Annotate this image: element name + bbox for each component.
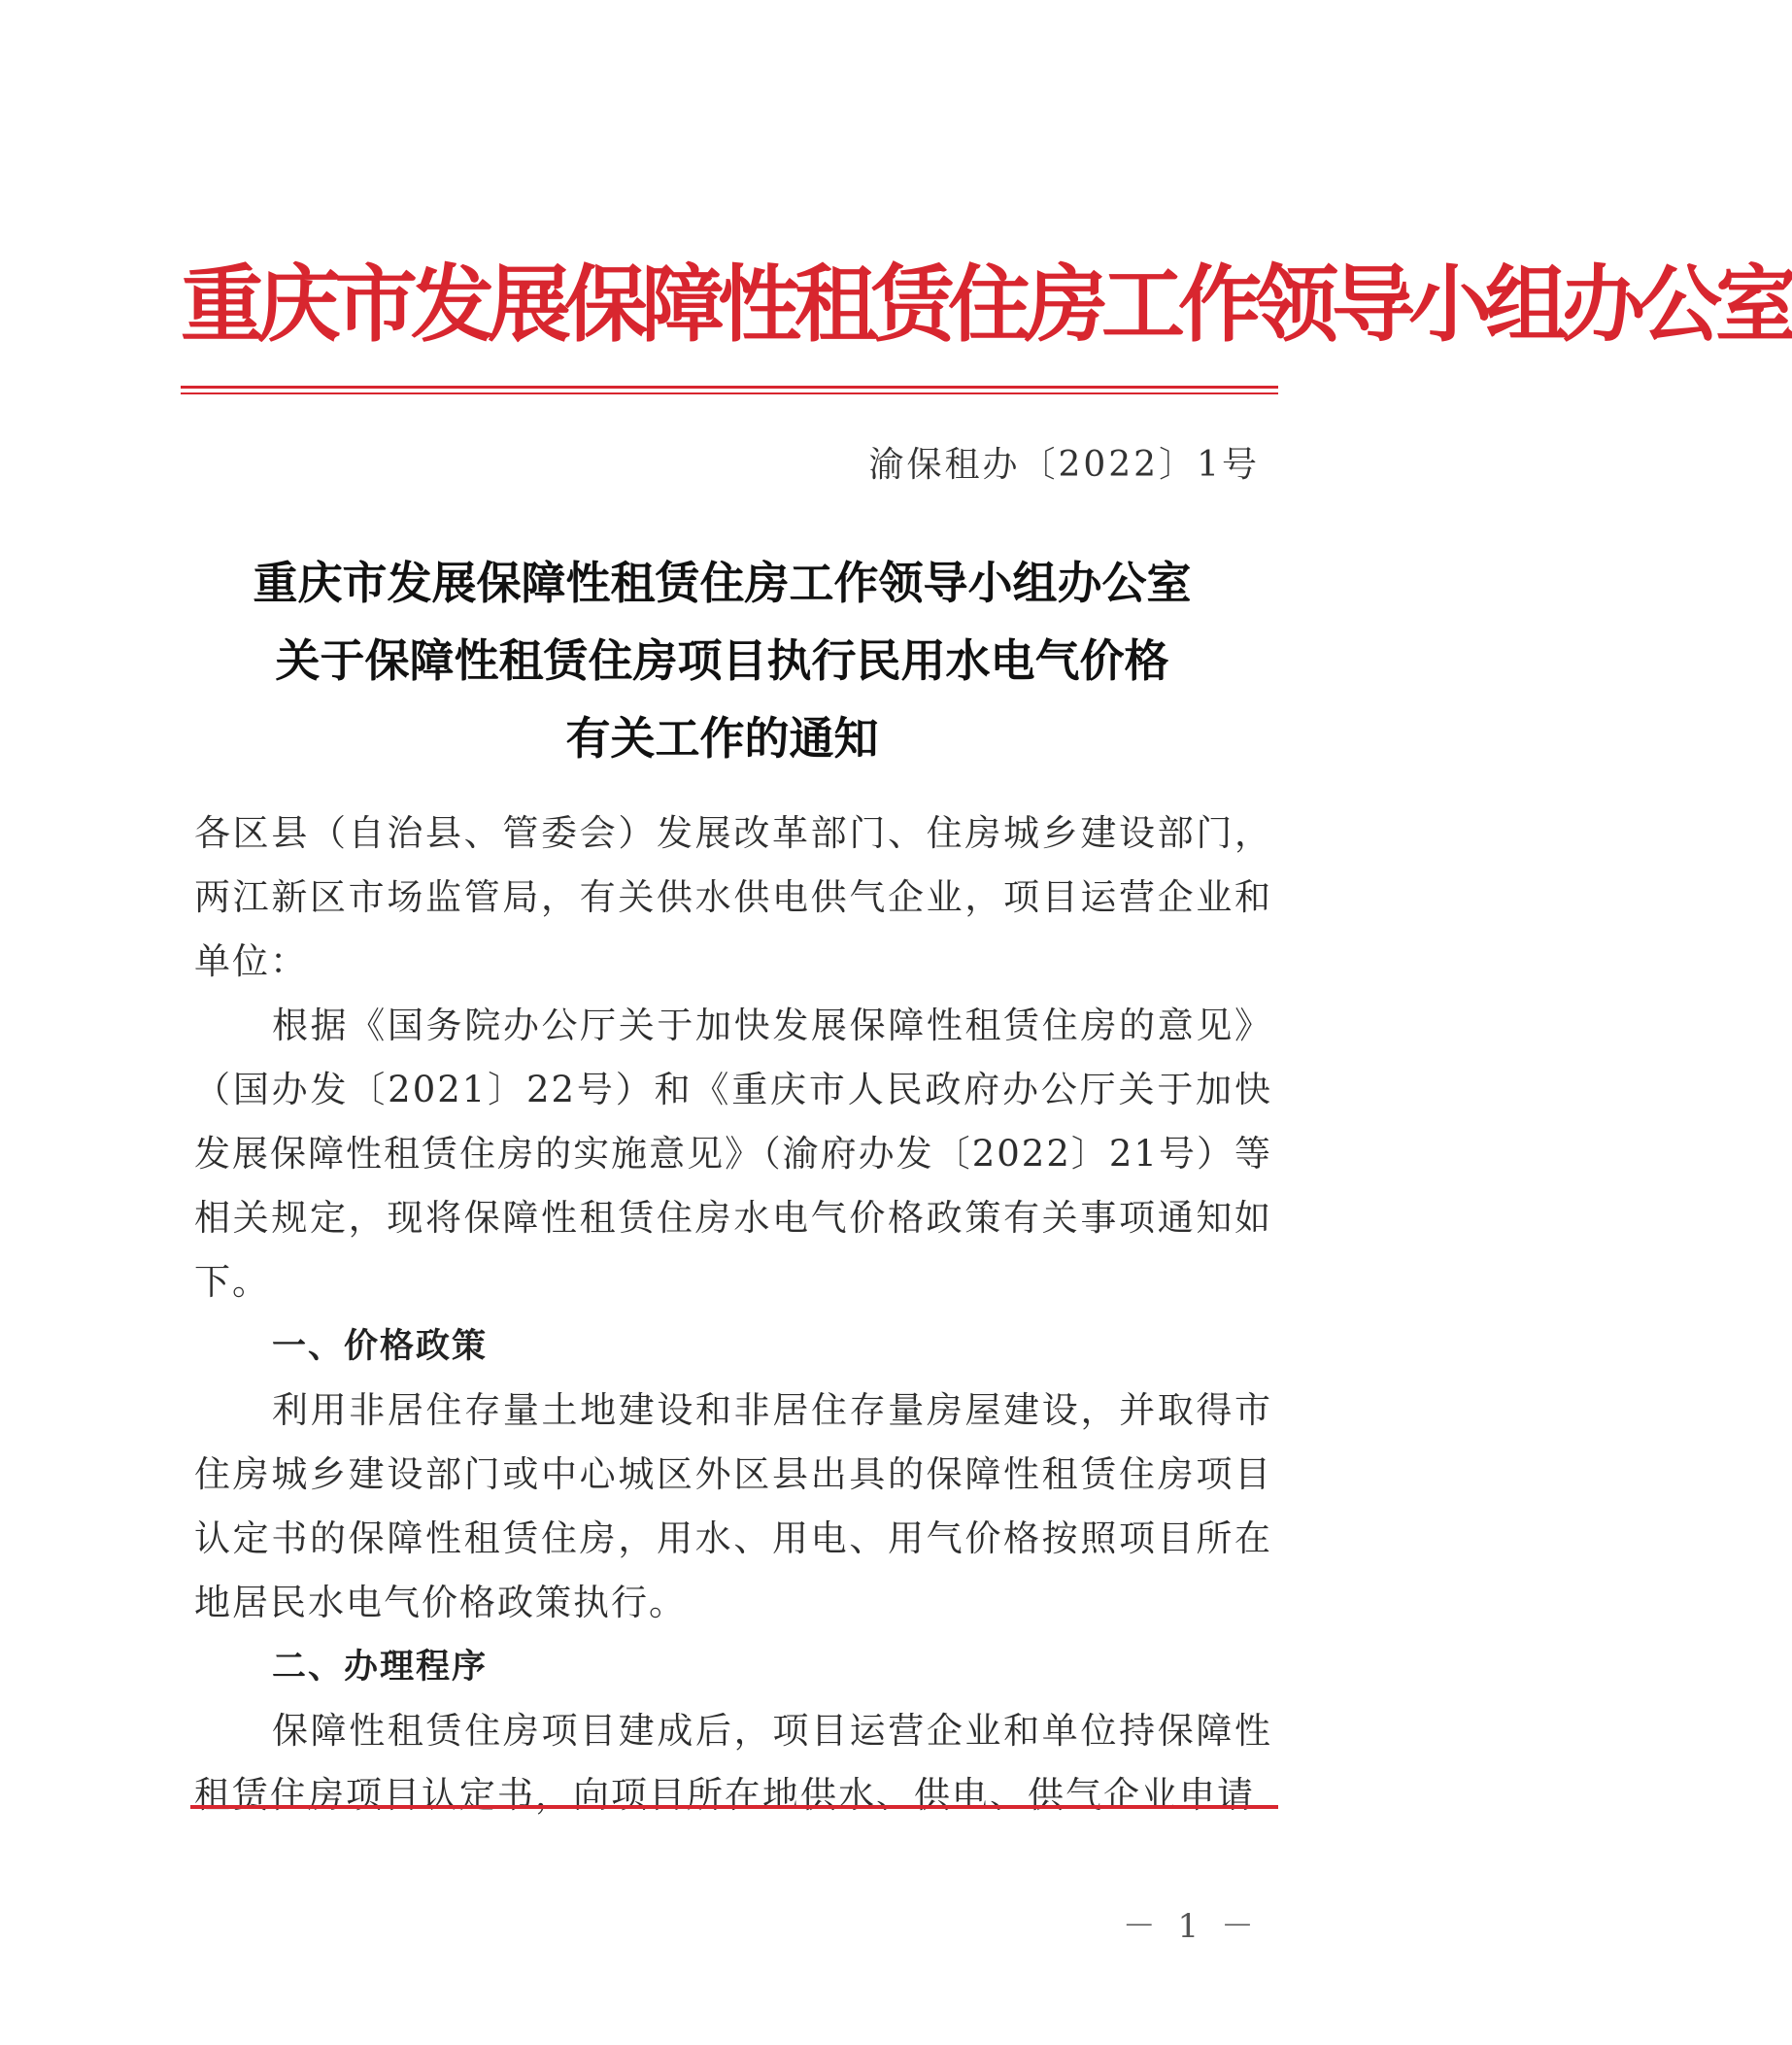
title-line-3: 有关工作的通知 [565,712,879,765]
section-2-heading: 二、办理程序 [272,1648,489,1687]
title-line-1: 重庆市发展保障性租赁住房工作领导小组办公室 [253,557,1192,609]
title-line-2: 关于保障性租赁住房项目执行民用水电气价格 [275,634,1169,687]
document-body [194,801,1272,1827]
section-1-heading: 一、价格政策 [272,1327,489,1366]
page-number: － 1 － [1122,1907,1260,1946]
section-1-paragraph: 利用非居住存量土地建设和非居住存量房屋建设，并取得市住房城乡建设部门或中心城区外区县出具的保障性租赁住房项目认定书的保障性租赁住房，用水、用电、用气价格按照项目所在地居民水电气价格政策执行。 [194,1389,1272,1623]
footer-red-rule [190,1805,1278,1809]
issuer-masthead: 重庆市发展保障性租赁住房工作领导小组办公室 [181,256,1792,354]
masthead-red-rule-thin [181,392,1278,394]
masthead-red-rule [181,386,1278,389]
intro-paragraph: 根据《国务院办公厅关于加快发展保障性租赁住房的意见》（国办发〔2021〕22号）和《重庆市人民政府办公厅关于加快发展保障性租赁住房的实施意见》（渝府办发〔2022〕21号）等相关规定，现将保障性租赁住房水电气价格政策有关事项通知如下。 [194,1005,1272,1303]
addressee-paragraph: 各区县（自治县、管委会）发展改革部门、住房城乡建设部门，两江新区市场监管局，有关供水供电供气企业，项目运营企业和单位： [194,812,1272,982]
document-number: 渝保租办〔2022〕1号 [868,445,1260,485]
document-title [146,544,1299,777]
section-2-paragraph: 保障性租赁住房项目建成后，项目运营企业和单位持保障性租赁住房项目认定书，向项目所在地供水、供电、供气企业申请 [194,1710,1272,1816]
